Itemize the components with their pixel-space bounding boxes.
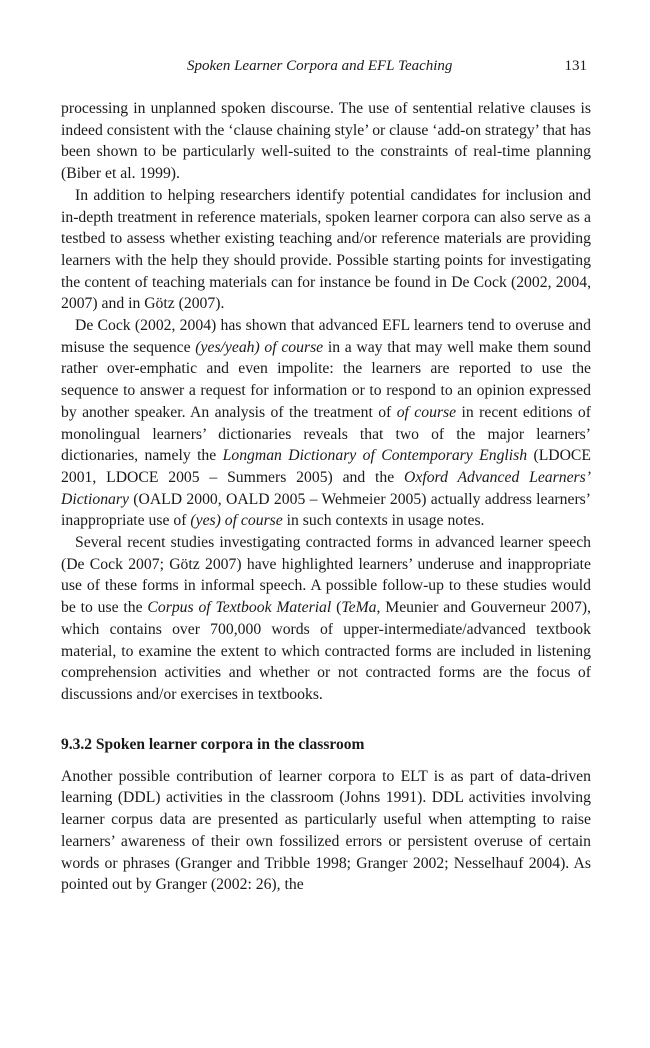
text-run: De Cock (2002, 2004) has shown that advanced EFL learners tend to overuse and misuse the sequence: [61, 317, 591, 356]
text-run: processing in unplanned spoken discourse. The use of sentential relative clauses is indeed consistent with the ‘clause chaining style’ or clause ‘add-on strategy’ that has been shown to be particularly well-suited to the constraints of real-time planning (Biber et al. 1999).: [61, 100, 592, 183]
italic-text: Oxford Advanced Learners’ Dictionary: [61, 468, 591, 508]
text-run: (: [331, 599, 342, 617]
text-run: (LDOCE 2001, LDOCE 2005 – Summers 2005) and the: [61, 447, 591, 486]
italic-text: Corpus of Textbook Material: [147, 599, 332, 617]
body-text: [61, 98, 591, 706]
italic-text: (yes) of course: [190, 512, 283, 530]
paragraph: [61, 532, 591, 706]
italic-text: TeMa: [341, 599, 377, 617]
text-run: (OALD 2000, OALD 2005 – Wehmeier 2005) actually address learners’ inappropriate use of: [61, 490, 591, 530]
book-page: [61, 54, 591, 896]
paragraph: [61, 185, 591, 315]
page-number: 131: [564, 58, 587, 74]
section-heading: 9.3.2 Spoken learner corpora in the classroom: [61, 735, 365, 753]
text-run: in a way that may well make them sound rather over-emphatic and even impolite: the learners are reported to use the sequence to answer a request for information or to respond to an opinion expressed by another speaker. An analysis of the treatment of: [61, 338, 591, 421]
paragraph: [61, 98, 591, 185]
text-run: , Meunier and Gouverneur 2007), which contains over 700,000 words of upper-intermediate/advanced textbook material, to examine the extent to which contracted forms are included in listening comprehension activities and whether or not contracted forms are the focus of discussions and/or exercises in textbooks.: [61, 599, 591, 703]
text-run: Another possible contribution of learner corpora to ELT is as part of data-driven learning (DDL) activities in the classroom (Johns 1991). DDL activities involving learner corpus data are presented as particularly useful when attempting to raise learners’ awareness of their own fossilized errors or persistent overuse of certain words or phrases (Granger and Tribble 1998; Granger 2002; Nesselhauf 2004). As pointed out by Granger (2002: 26), the: [61, 767, 591, 894]
text-run: in recent editions of monolingual learners’ dictionaries reveals that two of the major learners’ dictionaries, namely the: [61, 403, 591, 465]
italic-text: Longman Dictionary of Contemporary English: [222, 447, 528, 465]
text-run: Several recent studies investigating contracted forms in advanced learner speech (De Cock 2007; Götz 2007) have highlighted learners’ underuse and inappropriate use of these forms in informal speech. A possible follow-up to these studies would be to use the: [61, 534, 591, 617]
text-run: in such contexts in usage notes.: [282, 512, 485, 530]
text-run: In addition to helping researchers identify potential candidates for inclusion and in-depth treatment in reference materials, spoken learner corpora can also serve as a testbed to assess whether existing teaching and/or reference materials are providing learners with the help they should provide. Possible starting points for investigating the content of teaching materials can for instance be found in De Cock (2002, 2004, 2007) and in Götz (2007).: [61, 186, 591, 313]
paragraph: [61, 766, 591, 896]
italic-text: of course: [396, 403, 457, 421]
italic-text: (yes/yeah) of course: [195, 338, 324, 356]
section-body-text: [61, 766, 591, 896]
paragraph: [61, 315, 591, 532]
running-title: Spoken Learner Corpora and EFL Teaching: [187, 58, 453, 74]
running-head: [61, 54, 591, 84]
